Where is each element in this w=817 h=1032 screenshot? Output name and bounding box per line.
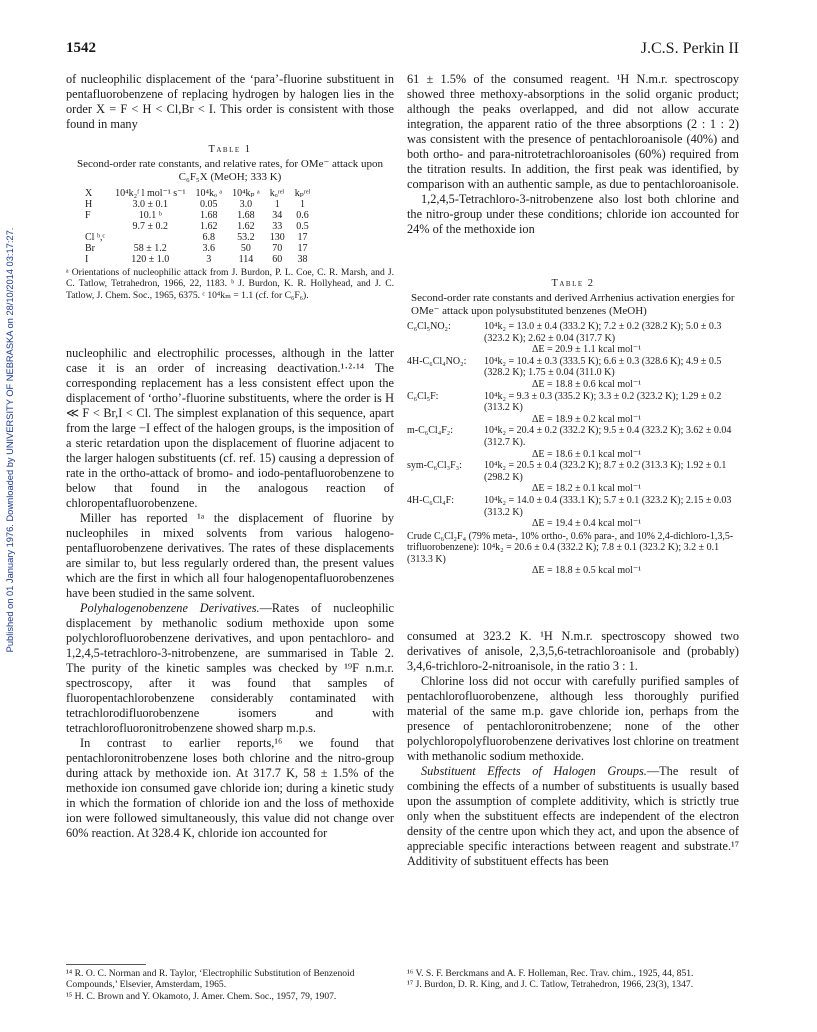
compound-name: sym-C₆Cl₃F₃:: [407, 460, 462, 472]
table-cell: 53.2: [237, 232, 255, 243]
table-cell: 0.05: [200, 199, 218, 210]
footnote: ¹⁶ V. S. F. Berckmans and A. F. Holleman, Rec. Trav. chim., 1925, 44, 851.: [407, 968, 694, 979]
table-cell: 50: [240, 243, 251, 254]
table-cell: 3: [206, 254, 212, 265]
table-cell: 17: [297, 232, 308, 243]
table-label: Table 1: [208, 144, 252, 155]
table-cell: F: [85, 210, 91, 221]
table-cell: 0.5: [296, 221, 309, 232]
table-row: [80, 232, 315, 243]
table-cell: 130: [269, 232, 285, 243]
table-cell: 17: [297, 243, 308, 254]
table-cell: 1: [300, 199, 305, 210]
table-notes: ᵃ Orientations of nucleophilic attack from J. Burdon, P. L. Coe, C. R. Marsh, and J. C. Tatlow, Tetrahedron, 1966, 22, 1183. ᵇ J. Burdon, K. R. Hollyhead, and J. C. Tatlow, J. Chem. Soc., 1965, 6375. ᶜ 10⁴kₘ = 1.1 (cf. for C₆F₆).: [66, 267, 394, 301]
table-cell: [110, 232, 190, 243]
table-cell: 60: [272, 254, 283, 265]
left-footnotes: [66, 968, 394, 1002]
journal-title: J.C.S. Perkin II: [640, 40, 739, 57]
paragraph: In contrast to earlier reports,¹⁶ we found that pentachloronitrobenzene loses both chlorine and the nitro-group during attack by methoxide ion. At 317.7 K, 58 ± 1.5% of the methoxide ion consumed gave chloride ion; during a kinetic study in which the formation of chloride ion and the loss of methoxide ion were followed simultaneously, this value did not change over 60% reaction. At 328.4 K, chloride ion accounted for: [66, 736, 394, 840]
crude-row: Crude C₆Cl₂F₄ (79% meta-, 10% ortho-, 0.6% para-, and 10% 2,4-dichloro-1,3,5-trifluorobenzene): 10⁴k₂ = 20.6 ± 0.4 (332.2 K); 7.8 ± 0.1 (323.2 K); 3.2 ± 0.1 (313.3 K): [407, 530, 734, 565]
table-cell: 1: [274, 199, 280, 210]
table-row: [407, 391, 739, 426]
paragraph: Miller has reported ¹ᵃ the displacement of fluorine by nucleophiles in mixed solvents from various halogeno-pentafluorobenzene derivatives. The rates of these displacements are similar to, but less regularly ordered than, the present values which are the first in which all four halogenopentafluorobenzenes have been studied in the same solvent.: [66, 511, 394, 600]
activation-energy: ΔE = 18.6 ± 0.1 kcal mol⁻¹: [532, 448, 642, 460]
table-caption: Second-order rate constants and derived Arrhenius activation energies for OMe⁻ attack upon polysubstituted benzenes (MeOH): [411, 292, 735, 317]
table-cell: 33: [272, 221, 283, 232]
paragraph: Polyhalogenobenzene Derivatives.—Rates of nucleophilic displacement by methanolic sodium methoxide upon some polychlorofluorobenzene derivatives, and upon pentachloro- and 1,2,4,5-tetrachloro-3-nitrobenzene, are summarised in Table 2. The purity of the kinetic samples was checked by ¹⁹F n.m.r. spectroscopy, after it was found that samples of fluoropentachlorobenzene considerably contaminated with tetrachlorodifluorobenzene isomers and with tetrachlorofluoronitrobenzene showed sharp m.p.s.: [66, 601, 394, 735]
rate-constants: 10⁴k₂ = 13.0 ± 0.4 (333.2 K); 7.2 ± 0.2 (328.2 K); 5.0 ± 0.3 (323.2 K); 2.62 ± 0.04 (317.7 K): [484, 321, 724, 344]
table-row: [407, 356, 739, 391]
compound-name: m-C₆Cl₄F₂:: [407, 425, 454, 437]
table-cell: 1.68: [200, 210, 218, 221]
table-cell: 58 ± 1.2: [133, 243, 167, 254]
left-column-body: [66, 346, 394, 841]
paragraph: 1,2,4,5-Tetrachloro-3-nitrobenzene also lost both chlorine and the nitro-group under these conditions; chloride ion accounted for 24% of the methoxide ion: [407, 192, 739, 236]
activation-energy: ΔE = 19.4 ± 0.4 kcal mol⁻¹: [532, 518, 642, 530]
compound-name: 4H-C₆Cl₄F:: [407, 494, 454, 506]
compound-name: C₆Cl₅NO₂:: [407, 321, 451, 332]
table-cell: Br: [85, 243, 95, 254]
page-number: 1542: [66, 40, 96, 56]
table-label: Table 2: [551, 278, 595, 289]
footnote: ¹⁵ H. C. Brown and Y. Okamoto, J. Amer. Chem. Soc., 1957, 79, 1907.: [66, 990, 337, 1002]
table-cell: 3.0 ± 0.1: [132, 199, 169, 210]
table-cell: 3.6: [202, 243, 215, 254]
download-watermark: [2, 120, 18, 760]
paragraph: of nucleophilic displacement of the ‘para’-fluorine substituent in pentafluorobenzene of replacing hydrogen by halogen lies in the order X = F < H < Cl,Br < I. This order is consistent with those found in many: [66, 72, 394, 131]
table-row: [407, 425, 739, 460]
table-cell: 114: [238, 254, 254, 265]
paragraph: nucleophilic and electrophilic processes, although in the latter case it is an order of increasing deactivation.¹·²·¹⁴ The corresponding replacement has a less consistent effect upon the displacement of ‘ortho’-fluorine substituents, where the order is H ≪ F < Br,I < Cl. The simplest explanation of this sequence, apart from the large −I effect of the halogen groups, is the imposition of a steric retardation upon the displacement of fluorine adjacent to the larger halogen substituents (cf. ref. 15) causing a depression of rate in the ortho-attack of bromo- and iodo-pentafluorobenzene to below that found in the analogous reaction of chloropentafluorobenzene.: [66, 346, 394, 510]
table-cell: 3.0: [239, 199, 253, 210]
table-row: [407, 321, 739, 356]
table-cell: H: [85, 199, 93, 210]
table-2-grid: [407, 321, 739, 530]
table-row: [80, 199, 315, 210]
table-row: [80, 210, 315, 221]
table-2-crude: [407, 531, 739, 577]
table-cell: 9.7 ± 0.2: [132, 221, 169, 232]
rate-constants: 10⁴k₂ = 9.3 ± 0.3 (335.2 K); 3.3 ± 0.2 (323.2 K); 1.29 ± 0.2 (313.2 K): [484, 390, 724, 414]
right-footnotes: [407, 968, 739, 991]
table-cell: 38: [297, 254, 308, 265]
rate-constants: 10⁴k₂ = 20.4 ± 0.2 (332.2 K); 9.5 ± 0.4 (323.2 K); 3.62 ± 0.04 (312.7 K).: [484, 425, 734, 448]
table-row: [80, 254, 315, 265]
table-header-cell: 10⁴k₂ᶠ l mol⁻¹ s⁻¹: [115, 188, 186, 199]
table-header-cell: X: [85, 188, 93, 199]
table-header-cell: kₚʳᵉˡ: [294, 188, 311, 199]
table-cell: 70: [272, 243, 283, 254]
footnote-rule: [66, 964, 146, 965]
table-cell: Cl ᵇ,ᶜ: [85, 232, 106, 243]
right-column-top: [407, 72, 739, 237]
watermark-text: Published on 01 January 1976. Downloaded by UNIVERSITY OF NEBRASKA on 28/10/2014 03:17:27.: [5, 227, 15, 653]
table-cell: 34: [272, 210, 283, 221]
right-column-body: [407, 629, 739, 869]
footnote: ¹⁷ J. Burdon, D. R. King, and J. C. Tatlow, Tetrahedron, 1966, 23(3), 1347.: [407, 979, 694, 991]
rate-constants: 10⁴k₂ = 10.4 ± 0.3 (333.5 K); 6.6 ± 0.3 (328.6 K); 4.9 ± 0.5 (328.2 K); 1.75 ± 0.04 (311.0 K): [484, 355, 724, 379]
table-caption: Second-order rate constants, and relative rates, for OMe⁻ attack upon C₆F₅X (MeOH; 333 K): [76, 158, 384, 183]
paragraph: Chlorine loss did not occur with carefully purified samples of pentachlorofluorobenzene, although less thoroughly purified material of the same m.p. gave chloride ion, perhaps from the presence of pentachloronitrobenzene; none of the other polychloropolyfluorobenzene derivatives lost chlorine on treatment with methanolic sodium methoxide.: [407, 674, 739, 763]
paragraph: 61 ± 1.5% of the consumed reagent. ¹H N.m.r. spectroscopy showed three methoxy-absorptions in the solid organic product; although the peaks overlapped, and did not allow accurate integration, the apparent ratio of the three absorptions (2 : 1 : 2) was consistent with the presence of pentachloroanisole (40%) and both ortho- and para-nitrotetrachloroanisoles (60%) required from the titration results. In addition, the first peak was identified, by comparison with an authentic sample, as due to pentachloroanisole.: [407, 72, 739, 191]
table-row: [407, 460, 739, 495]
table-header-cell: 10⁴kₚ ᵃ: [232, 188, 260, 199]
table-cell: [80, 221, 110, 232]
table-cell: 0.6: [296, 210, 309, 221]
table-cell: 10.1 ᵇ: [138, 210, 162, 221]
table-header-cell: 10⁴kₒ ᵃ: [195, 188, 223, 199]
activation-energy: ΔE = 18.9 ± 0.2 kcal mol⁻¹: [532, 413, 642, 425]
activation-energy: ΔE = 18.8 ± 0.6 kcal mol⁻¹: [532, 378, 642, 390]
table-cell: 1.62: [200, 221, 218, 232]
activation-energy: ΔE = 18.8 ± 0.5 kcal mol⁻¹: [532, 565, 642, 577]
table-1-grid: [80, 188, 315, 265]
compound-name: C₆Cl₅F:: [407, 390, 439, 402]
section-heading: Substituent Effects of Halogen Groups.: [421, 764, 647, 778]
activation-energy: ΔE = 18.2 ± 0.1 kcal mol⁻¹: [532, 483, 642, 495]
compound-name: 4H-C₆Cl₄NO₂:: [407, 355, 467, 367]
table-cell: 1.62: [237, 221, 255, 232]
paragraph: consumed at 323.2 K. ¹H N.m.r. spectroscopy showed two derivatives of anisole, 2,3,5,6-tetrachloroanisole and (probably) 3,4,6-trichloro-2-nitroanisole, in the ratio 3 : 1.: [407, 629, 739, 673]
footnote: ¹⁴ R. O. C. Norman and R. Taylor, ‘Electrophilic Substitution of Benzenoid Compounds,’ Elsevier, Amsterdam, 1965.: [66, 968, 355, 991]
rate-constants: 10⁴k₂ = 20.5 ± 0.4 (323.2 K); 8.7 ± 0.2 (313.3 K); 1.92 ± 0.1 (298.2 K): [484, 460, 729, 483]
paragraph: Substituent Effects of Halogen Groups.—The result of combining the effects of a number of substituents is usually based upon the assumption of complete additivity, which is strictly true only when the substituent effects are independent of the electron density of the centre upon which they act, and upon the absence of appreciable specific interactions between reagent and substrate.¹⁷ Additivity of substituent effects has been: [407, 764, 739, 868]
table-cell: I: [85, 254, 89, 265]
table-cell: 1.68: [237, 210, 255, 221]
section-heading: Polyhalogenobenzene Derivatives.: [80, 601, 260, 615]
activation-energy: ΔE = 20.9 ± 1.1 kcal mol⁻¹: [532, 344, 642, 356]
table-row: [80, 243, 315, 254]
left-column-top: [66, 72, 394, 132]
table-row: [80, 221, 315, 232]
table-2: [407, 278, 739, 577]
table-cell: 120 ± 1.0: [131, 254, 170, 265]
table-1: [66, 144, 394, 301]
table-row: [407, 495, 739, 530]
table-header-cell: kₒʳᵉˡ: [269, 188, 285, 199]
rate-constants: 10⁴k₂ = 14.0 ± 0.4 (333.1 K); 5.7 ± 0.1 (323.2 K); 2.15 ± 0.03 (313.2 K): [484, 494, 734, 518]
table-cell: 6.8: [202, 232, 215, 243]
